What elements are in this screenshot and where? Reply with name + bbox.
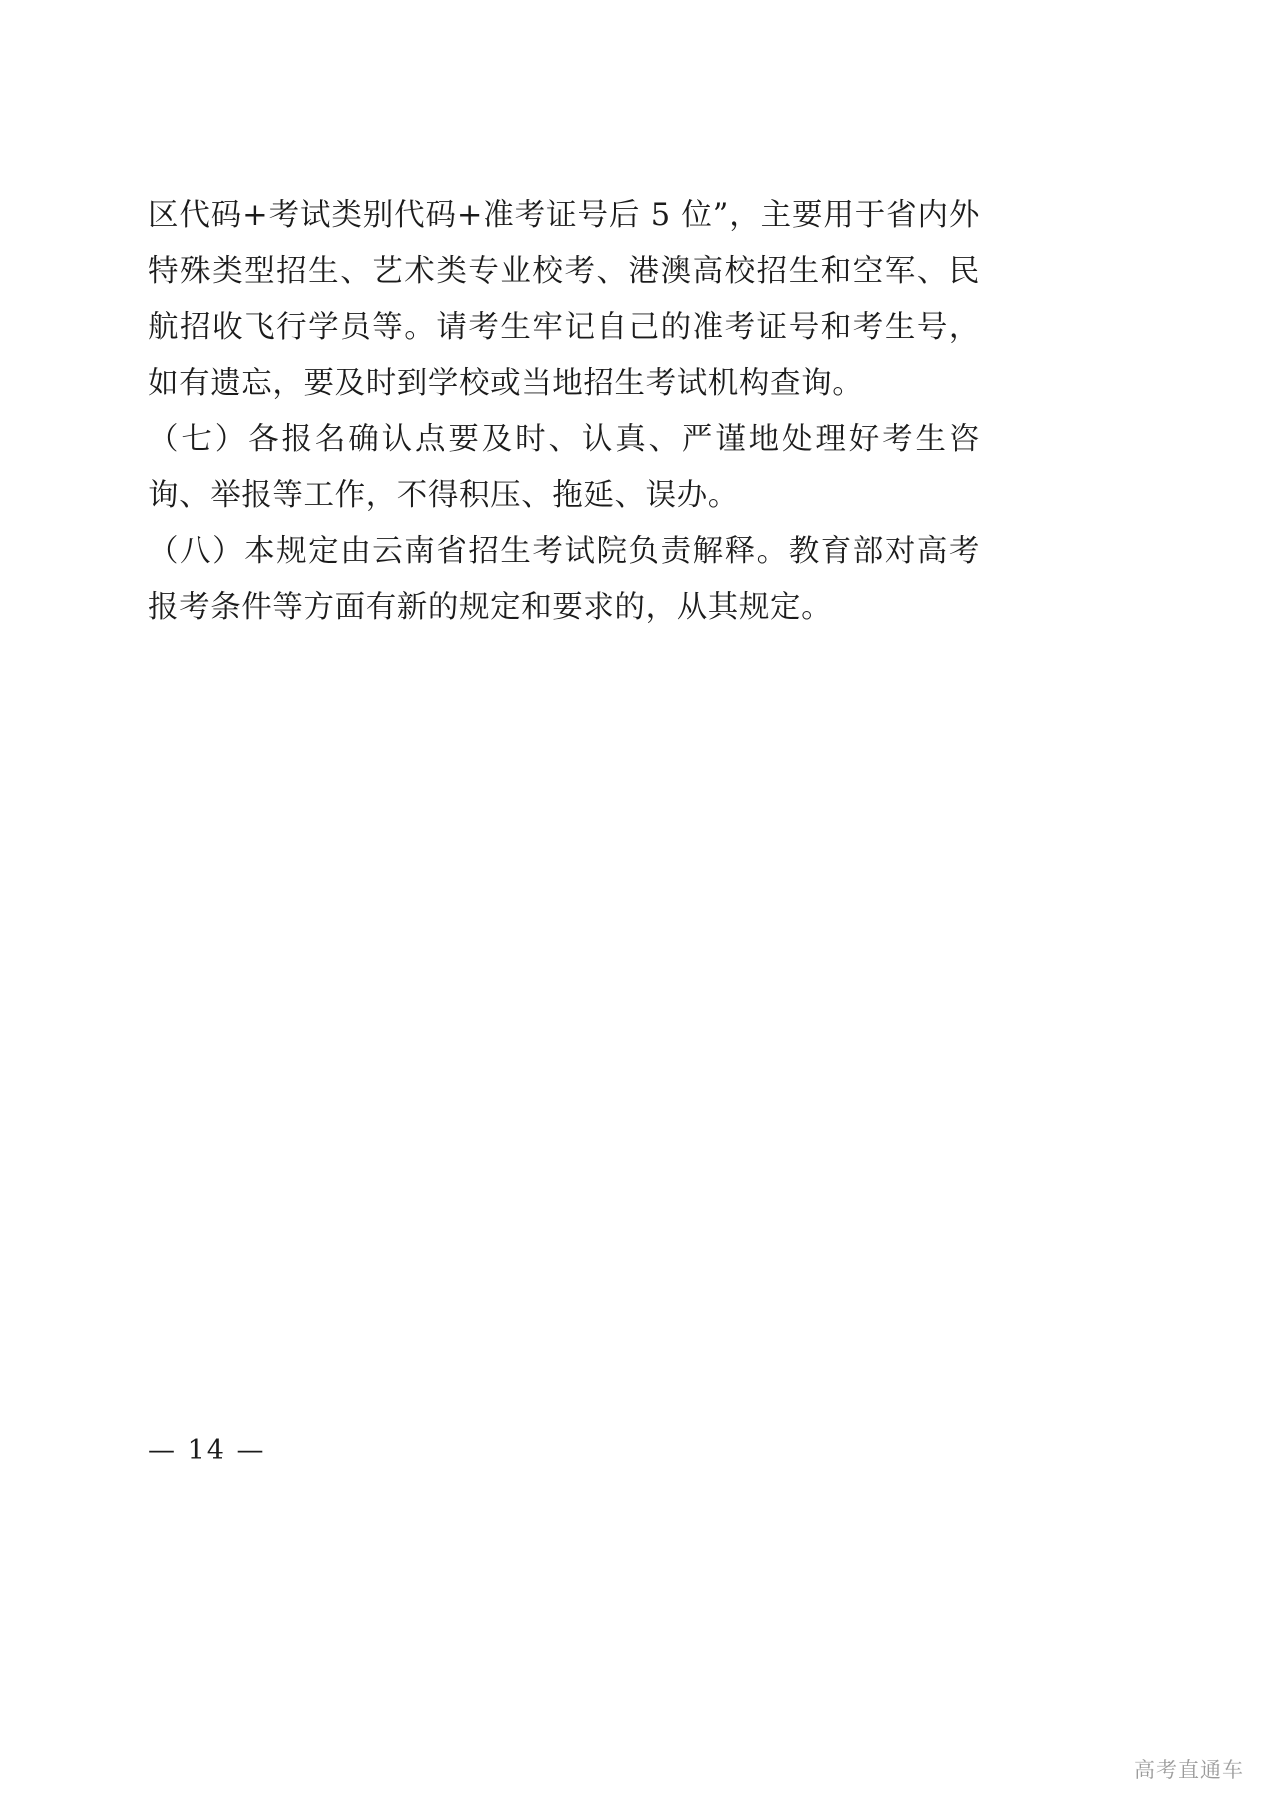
watermark-label: 高考直通车 [1134, 1758, 1244, 1782]
paragraph-continuation: 区代码+考试类别代码+准考证号后 5 位”，主要用于省内外特殊类型招生、艺术类专业校考、港澳高校招生和空军、民航招收飞行学员等。请考生牢记自己的准考证号和考生号，如有遗忘，要及时到学校或当地招生考试机构查询。 [148, 198, 980, 401]
paragraph-item-eight: （八）本规定由云南省招生考试院负责解释。教育部对高考报考条件等方面有新的规定和要求的，从其规定。 [148, 534, 980, 625]
page-number: — 14 — [148, 1435, 266, 1466]
paragraph-item-seven: （七）各报名确认点要及时、认真、严谨地处理好考生咨询、举报等工作，不得积压、拖延、误办。 [148, 422, 980, 513]
page-content [148, 188, 980, 636]
